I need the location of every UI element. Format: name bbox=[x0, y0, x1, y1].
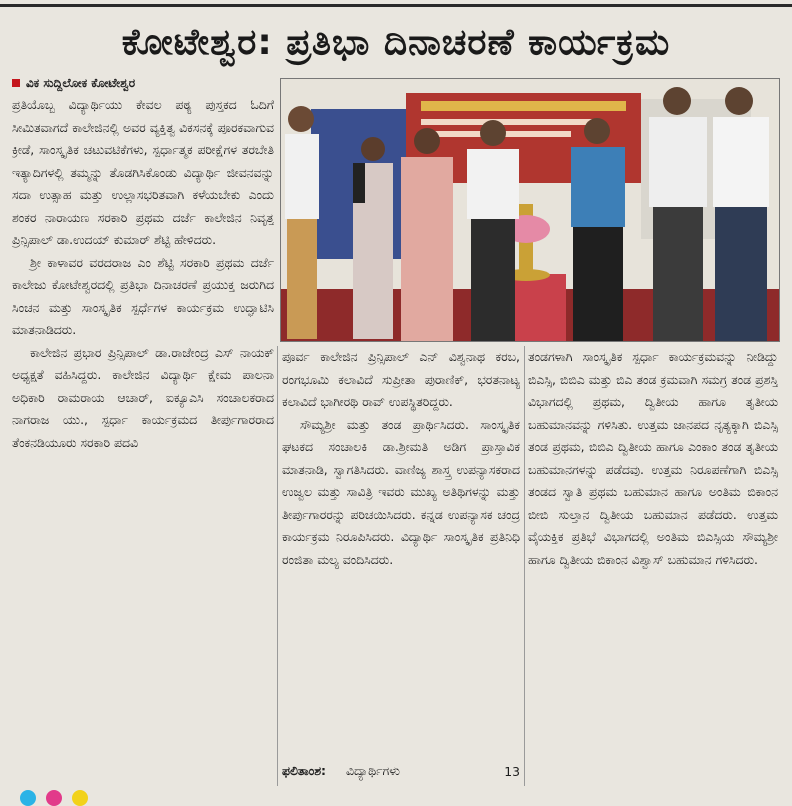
article-column-2 bbox=[282, 346, 520, 758]
byline bbox=[12, 74, 274, 92]
event-photo-illustration bbox=[281, 79, 779, 341]
paragraph: ಸೌಮ್ಯಶ್ರೀ ಮತ್ತು ತಂಡ ಪ್ರಾರ್ಥಿಸಿದರು. ಸಾಂಸ್ಕೃತಿಕ ಘಟಕದ ಸಂಚಾಲಕಿ ಡಾ.ಶ್ರೀಮತಿ ಅಡಿಗ ಪ್ರಾಸ್ತಾವಿಕ ಮಾತನಾಡಿ, ಸ್ವಾಗತಿಸಿದರು. ವಾಣಿಜ್ಯ ಶಾಸ್ತ್ರ ಉಪನ್ಯಾಸಕರಾದ ಉಜ್ವಲ ಮತ್ತು ಸಾವಿತ್ರಿ ಇವರು ಮುಖ್ಯ ಅತಿಥಿಗಳನ್ನು ಮತ್ತು ತೀರ್ಪುಗಾರರನ್ನು ಪರಿಚಯಿಸಿದರು. ಕನ್ನಡ ಉಪನ್ಯಾಸಕ ಚಂದ್ರ ಕಾರ್ಯಕ್ರಮ ನಿರೂಪಿಸಿದರು. ವಿದ್ಯಾರ್ಥಿ ಸಾಂಸ್ಕೃತಿಕ ಪ್ರತಿನಿಧಿ ರಂಜಿತಾ ಮಲ್ಯ ವಂದಿಸಿದರು. bbox=[282, 416, 520, 567]
headline: ಕೋಟೇಶ್ವರ: ಪ್ರತಿಭಾ ದಿನಾಚರಣೆ ಕಾರ್ಯಕ್ರಮ bbox=[121, 22, 671, 63]
byline-marker-icon bbox=[12, 79, 20, 87]
top-rule bbox=[0, 4, 792, 7]
paragraph: ಕಾಲೇಜಿನ ಪ್ರಭಾರ ಪ್ರಿನ್ಸಿಪಾಲ್ ಡಾ.ರಾಜೇಂದ್ರ ಎಸ್ ನಾಯಕ್ ಅಧ್ಯಕ್ಷತೆ ವಹಿಸಿದ್ದರು. ಕಾಲೇಜಿನ ವಿದ್ಯಾರ್ಥಿ ಕ್ಷೇಮ ಪಾಲನಾ ಅಧಿಕಾರಿ ರಾಮರಾಯ ಆಚಾರ್, ಐಕ್ಯೂಎಸಿ ಸಂಚಾಲಕರಾದ ನಾಗರಾಜ ಯು., ಸ್ಪರ್ಧಾ ಕಾರ್ಯಕ್ರಮದ ತೀರ್ಪುಗಾರರಾದ ತೆಂಕನಡಿಯೂರು ಸರಕಾರಿ ಪದವಿ bbox=[12, 344, 274, 450]
paragraph: ತಂಡಗಳಾಗಿ ಸಾಂಸ್ಕೃತಿಕ ಸ್ಪರ್ಧಾ ಕಾರ್ಯಕ್ರಮವನ್ನು ನೀಡಿದ್ದು ಬಿಎಸ್ಸಿ, ಬಿಬಿಎ ಮತ್ತು ಬಿಎ ತಂಡ ಕ್ರಮವಾಗಿ ಸಮಗ್ರ ತಂಡ ಪ್ರಶಸ್ತಿ ವಿಭಾಗದಲ್ಲಿ ಪ್ರಥಮ, ದ್ವಿತೀಯ ಹಾಗೂ ತೃತೀಯ ಬಹುಮಾನವನ್ನು ಗಳಿಸಿತು. ಉತ್ತಮ ಜಾನಪದ ನೃತ್ಯಕ್ಕಾಗಿ ಬಿಎಸ್ಸಿ ತಂಡ ಪ್ರಥಮ, ಬಿಬಿಎ ದ್ವಿತೀಯ ಹಾಗೂ ಎಂಕಾಂ ತಂಡ ತೃತೀಯ ಬಹುಮಾನಗಳನ್ನು ಪಡೆದವು. ಉತ್ತಮ ನಿರೂಪಣೆಗಾಗಿ ಬಿಎಸ್ಸಿ ತಂಡದ ಸ್ವಾತಿ ಪ್ರಥಮ ಬಹುಮಾನ ಹಾಗೂ ಅಂತಿಮ ಬಿಕಾಂನ ಬೀಬಿ ಸುಲ್ತಾನ ದ್ವಿತೀಯ ಬಹುಮಾನ ಪಡೆದರು. ಉತ್ತಮ ವೈಯಕ್ತಿಕ ಪ್ರತಿಭೆ ವಿಭಾಗದಲ್ಲಿ ಅಂತಿಮ ಬಿಎಸ್ಸಿಯ ಸೌಮ್ಯಶ್ರೀ ಹಾಗೂ ದ್ವಿತೀಯ ಬಿಕಾಂನ ವಿಶ್ವಾಸ್ ಬಹುಮಾನ ಗಳಿಸಿದರು. bbox=[528, 349, 778, 567]
column-divider bbox=[524, 346, 525, 786]
paragraph: ಶ್ರೀ ಕಾಳಾವರ ವರದರಾಜ ಎಂ ಶೆಟ್ಟಿ ಸರಕಾರಿ ಪ್ರಥಮ ದರ್ಜೆ ಕಾಲೇಜು ಕೋಟೇಶ್ವರದಲ್ಲಿ ಪ್ರತಿಭಾ ದಿನಾಚರಣೆ ಪ್ರಯುಕ್ತ ಜರುಗಿದ ಸಿಂಚನ ಮತ್ತು ಸಾಂಸ್ಕೃತಿಕ ಸ್ಪರ್ಧೆಗಳ ಕಾರ್ಯಕ್ರಮ ಉದ್ಘಾಟಿಸಿ ಮಾತನಾಡಿದರು. bbox=[12, 254, 274, 337]
continuation-line bbox=[282, 760, 520, 782]
magenta-dot-icon bbox=[46, 790, 62, 806]
article-column-3 bbox=[528, 346, 778, 780]
yellow-dot-icon bbox=[72, 790, 88, 806]
continuation-text: ವಿದ್ಯಾರ್ಥಿಗಳು bbox=[346, 763, 400, 778]
continuation-page-number: 13 bbox=[504, 763, 520, 779]
color-registration-marks bbox=[20, 790, 88, 806]
column-divider bbox=[277, 346, 278, 786]
continuation-label: ಫಲಿತಾಂಶ: bbox=[282, 763, 327, 778]
cyan-dot-icon bbox=[20, 790, 36, 806]
article-column-1 bbox=[12, 94, 274, 780]
byline-text: ವಿಕ ಸುದ್ದಿಲೋಕ ಕೋಟೇಶ್ವರ bbox=[26, 75, 136, 90]
paragraph: ಪೂರ್ವ ಕಾಲೇಜಿನ ಪ್ರಿನ್ಸಿಪಾಲ್ ಎನ್ ವಿಶ್ವನಾಥ ಕರಬ, ರಂಗಭೂಮಿ ಕಲಾವಿದೆ ಸುಪ್ರೀತಾ ಪುರಾಣಿಕ್, ಭರತನಾಟ್ಯ ಕಲಾವಿದೆ ಭಾಗೀರಥಿ ರಾವ್ ಉಪಸ್ಥಿತರಿದ್ದರು. bbox=[282, 349, 520, 409]
paragraph: ಪ್ರತಿಯೊಬ್ಬ ವಿದ್ಯಾರ್ಥಿಯು ಕೇವಲ ಪಠ್ಯ ಪುಸ್ತಕದ ಓದಿಗೆ ಸೀಮಿತವಾಗದೆ ಕಾಲೇಜಿನಲ್ಲಿ ಅವರ ವ್ಯಕ್ತಿತ್ವ ವಿಕಸನಕ್ಕೆ ಪೂರಕವಾಗುವ ಕ್ರೀಡೆ, ಸಾಂಸ್ಕೃತಿಕ ಚಟುವಟಿಕೆಗಳು, ಸ್ಪರ್ಧಾತ್ಮಕ ಪರೀಕ್ಷೆಗಳ ತರಬೇತಿ ಇತ್ಯಾದಿಗಳಲ್ಲಿ ತಮ್ಮನ್ನು ತೊಡಗಿಸಿಕೊಂಡು ವಿದ್ಯಾರ್ಥಿ ಜೀವನವನ್ನು ಸದಾ ಉತ್ಸಾಹ ಮತ್ತು ಉಲ್ಲಾಸಭರಿತವಾಗಿ ಕಳೆಯಬೇಕು ಎಂದು ಶಂಕರ ನಾರಾಯಣ ಸರಕಾರಿ ಪ್ರಥಮ ದರ್ಜೆ ಕಾಲೇಜಿನ ನಿವೃತ್ತ ಪ್ರಿನ್ಸಿಪಾಲ್ ಡಾ.ಉದಯ್ ಕುಮಾರ್ ಶೆಟ್ಟಿ ಹೇಳಿದರು. bbox=[12, 97, 274, 247]
event-photo bbox=[280, 78, 780, 342]
